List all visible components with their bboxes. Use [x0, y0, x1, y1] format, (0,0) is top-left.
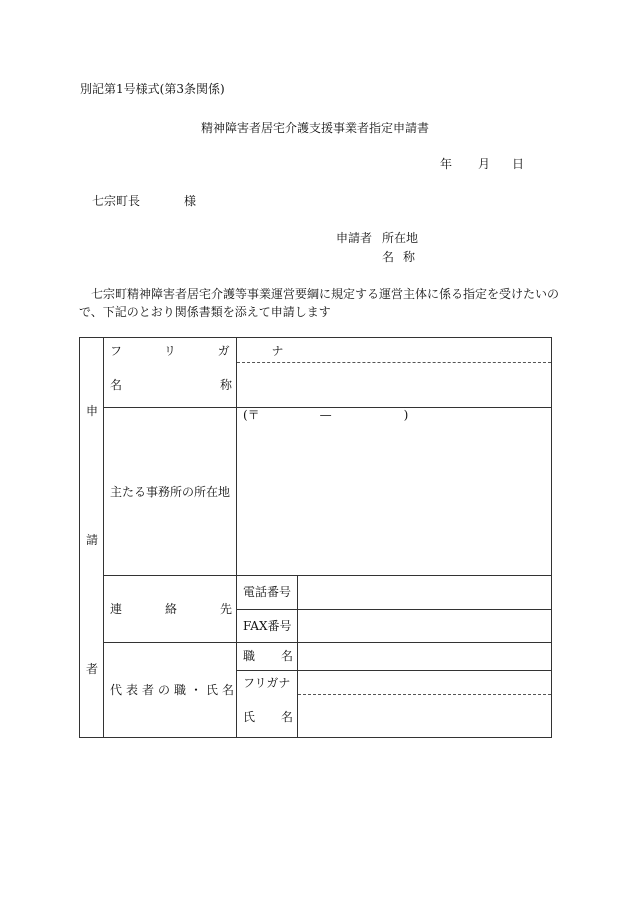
application-statement: 七宗町精神障害者居宅介護等事業運営要綱に規定する運営主体に係る指定を受けたいので、下記のとおり関係書類を添えて申請します	[79, 287, 560, 319]
applicant-label: 申請者	[336, 231, 373, 245]
name-label-char-1: 名	[110, 378, 123, 392]
contact-label-char-1: 連	[110, 602, 123, 616]
rep-name-label	[243, 711, 293, 723]
name-label	[110, 379, 232, 391]
side-column-divider	[103, 338, 104, 737]
position-input[interactable]	[298, 643, 552, 670]
recipient-name: 七宗町長	[92, 194, 141, 208]
rep-name-label-char-1: 氏	[243, 710, 256, 724]
rep-furigana-label: フリガナ	[243, 676, 291, 690]
phone-number-input[interactable]	[298, 576, 552, 609]
representative-label: 代表者の職・氏名	[110, 683, 239, 697]
side-label-char-1: 申	[86, 404, 99, 418]
furigana-input[interactable]	[237, 338, 552, 362]
rep-furigana-input[interactable]	[298, 671, 552, 694]
fax-number-label: FAX番号	[243, 619, 292, 633]
fax-number-input[interactable]	[298, 610, 552, 642]
date-month-label: 月	[478, 157, 491, 171]
name-label-char-2: 称	[219, 378, 232, 392]
form-number: 別記第1号様式(第3条関係)	[80, 82, 225, 96]
contact-label-char-3: 先	[219, 602, 232, 616]
phone-number-label: 電話番号	[243, 585, 292, 599]
date-year-label: 年	[440, 157, 453, 171]
office-address-input[interactable]	[237, 428, 552, 575]
side-label-char-3: 者	[86, 662, 99, 676]
postal-code-field[interactable]: (〒 — )	[243, 408, 409, 422]
furigana-label: フ リ ガ ナ	[110, 344, 303, 358]
application-form-table	[79, 337, 552, 738]
contact-label-char-2: 絡	[164, 602, 177, 616]
applicant-address-label: 所在地	[382, 231, 419, 245]
rep-name-input[interactable]	[298, 695, 552, 737]
name-input[interactable]	[237, 363, 552, 407]
position-label-char-1: 職	[243, 649, 256, 663]
recipient-honorific: 様	[184, 194, 197, 208]
rep-name-label-char-2: 名	[280, 710, 293, 724]
document-title: 精神障害者居宅介護支援事業者指定申請書	[200, 121, 429, 135]
position-label	[243, 650, 293, 662]
position-label-char-2: 名	[280, 649, 293, 663]
applicant-name-label: 名称	[382, 250, 425, 264]
office-address-label: 主たる事務所の所在地	[110, 485, 231, 499]
contact-label	[110, 603, 232, 615]
side-label-char-2: 請	[86, 533, 99, 547]
date-day-label: 日	[512, 157, 525, 171]
